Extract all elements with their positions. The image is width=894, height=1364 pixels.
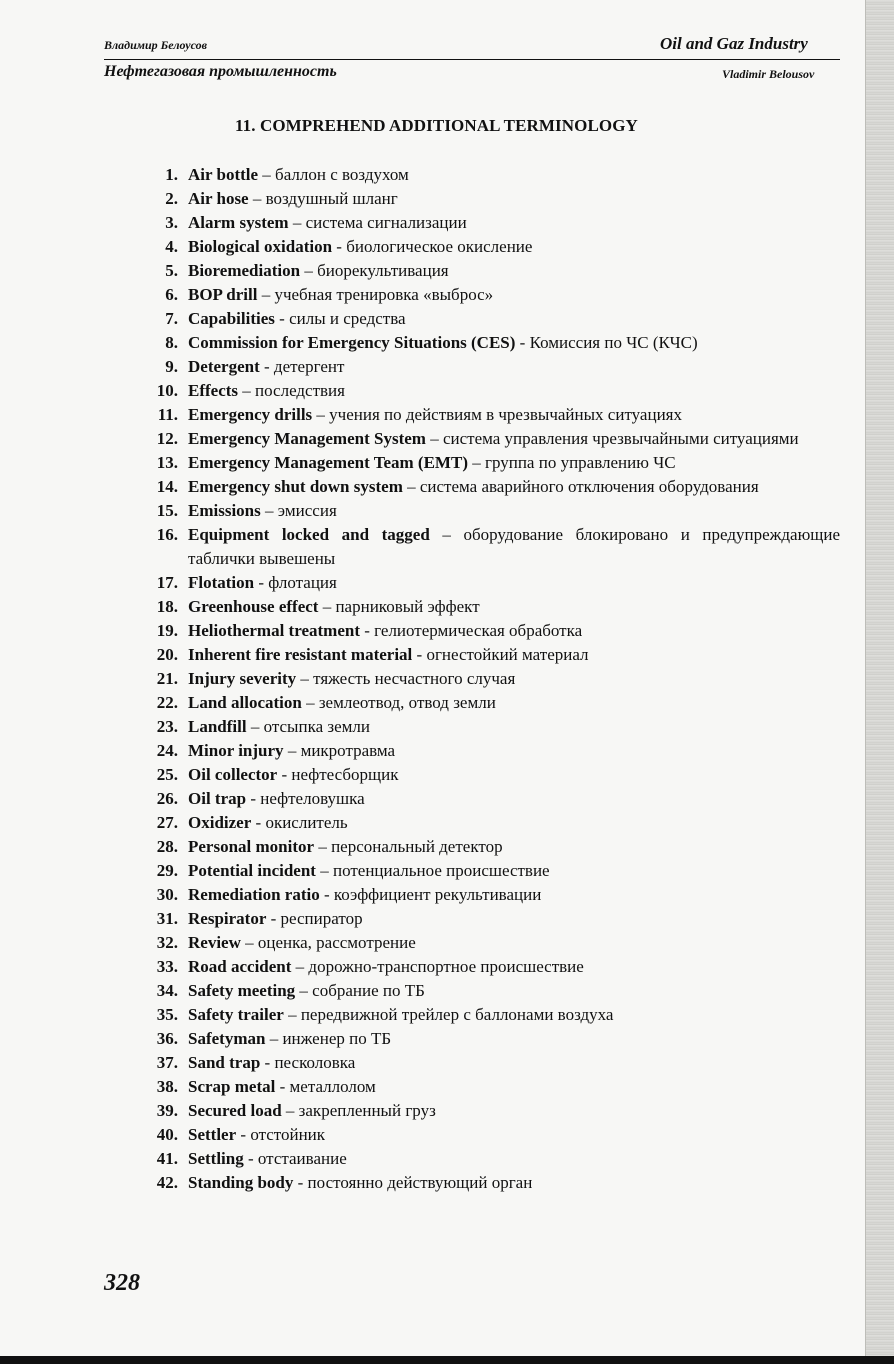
term-en: Review — [188, 933, 241, 952]
term-en: Land allocation — [188, 693, 302, 712]
list-item — [140, 163, 840, 187]
term-en: Minor injury — [188, 741, 284, 760]
item-number: 18. — [156, 597, 178, 616]
term-definition-ru: нефтеловушка — [260, 789, 365, 808]
list-item — [140, 931, 840, 955]
item-number: 29. — [156, 861, 178, 880]
term-separator: - — [412, 645, 427, 664]
item-body — [188, 427, 840, 451]
term-definition-ru: оценка, рассмотрение — [257, 933, 416, 952]
term-definition-ru: микротравма — [300, 741, 396, 760]
list-item — [140, 355, 840, 379]
term-separator: – — [283, 741, 301, 760]
term-separator: - — [260, 1053, 275, 1072]
list-item — [140, 955, 840, 979]
term-definition-ru: биологическое окисление — [346, 237, 533, 256]
list-item — [140, 883, 840, 907]
item-number: 14. — [156, 477, 178, 496]
item-number: 38. — [156, 1077, 178, 1096]
header-author-ru: Владимир Белоусов — [104, 38, 207, 52]
item-number: 40. — [156, 1125, 178, 1144]
list-item — [140, 787, 840, 811]
term-separator: - — [332, 237, 347, 256]
list-item — [140, 859, 840, 883]
list-item — [140, 1171, 840, 1195]
item-body — [188, 883, 840, 907]
term-separator: – — [291, 957, 309, 976]
list-item — [140, 187, 840, 211]
list-item — [140, 667, 840, 691]
item-number: 22. — [156, 693, 178, 712]
list-item — [140, 979, 840, 1003]
item-body — [188, 1075, 840, 1099]
item-number: 33. — [156, 957, 178, 976]
item-body — [188, 307, 840, 331]
item-body — [188, 619, 840, 643]
term-en: Standing body — [188, 1173, 294, 1192]
term-en: Emergency Management System — [188, 429, 426, 448]
item-number: 10. — [156, 381, 178, 400]
item-body — [188, 259, 840, 283]
term-en: Safety trailer — [188, 1005, 284, 1024]
item-number: 42. — [156, 1173, 178, 1192]
term-definition-ru: учебная тренировка «выброс» — [274, 285, 494, 304]
terminology-list — [140, 163, 840, 1195]
term-en: BOP drill — [188, 285, 258, 304]
term-separator: - — [254, 573, 269, 592]
term-definition-ru: отсыпка земли — [263, 717, 370, 736]
item-number: 11. — [157, 405, 178, 424]
item-body — [188, 499, 840, 523]
item-number: 13. — [156, 453, 178, 472]
term-en: Biological oxidation — [188, 237, 333, 256]
term-separator: – — [248, 189, 266, 208]
item-body — [188, 787, 840, 811]
term-en: Safetyman — [188, 1029, 266, 1048]
list-item — [140, 619, 840, 643]
term-en: Scrap metal — [188, 1077, 276, 1096]
term-separator: – — [429, 525, 464, 544]
item-body — [188, 667, 840, 691]
list-item — [140, 307, 840, 331]
term-separator: – — [295, 981, 313, 1000]
term-definition-ru: потенциальное происшествие — [332, 861, 550, 880]
term-separator: - — [259, 357, 274, 376]
item-number: 26. — [156, 789, 178, 808]
header-author-en: Vladimir Belousov — [722, 67, 815, 81]
term-en: Flotation — [188, 573, 255, 592]
item-number: 19. — [156, 621, 178, 640]
list-item — [140, 739, 840, 763]
list-item — [140, 259, 840, 283]
term-en: Settling — [188, 1149, 244, 1168]
term-separator: – — [300, 261, 318, 280]
item-body — [188, 907, 840, 931]
term-separator: – — [314, 837, 332, 856]
item-number: 9. — [165, 357, 178, 376]
term-separator: – — [296, 669, 314, 688]
item-body — [188, 931, 840, 955]
term-definition-ru: группа по управлению ЧС — [484, 453, 676, 472]
item-body — [188, 571, 840, 595]
list-item — [140, 403, 840, 427]
term-definition-ru: флотация — [268, 573, 337, 592]
term-separator: - — [274, 309, 290, 328]
term-en: Air hose — [188, 189, 249, 208]
term-en: Respirator — [188, 909, 267, 928]
item-body — [188, 763, 840, 787]
item-body — [188, 523, 840, 571]
list-item — [140, 427, 840, 451]
list-item — [140, 1051, 840, 1075]
item-body — [188, 235, 840, 259]
term-separator: - — [359, 621, 375, 640]
term-definition-ru: парниковый эффект — [335, 597, 480, 616]
term-separator: – — [260, 501, 278, 520]
item-number: 3. — [165, 213, 178, 232]
list-item — [140, 1099, 840, 1123]
term-definition-ru: передвижной трейлер с баллонами воздуха — [300, 1005, 614, 1024]
item-number: 20. — [156, 645, 178, 664]
list-item — [140, 595, 840, 619]
item-number: 12. — [156, 429, 178, 448]
term-en: Alarm system — [188, 213, 289, 232]
item-number: 31. — [156, 909, 178, 928]
term-en: Bioremediation — [188, 261, 301, 280]
term-separator: – — [258, 165, 276, 184]
list-item — [140, 691, 840, 715]
term-en: Sand trap — [188, 1053, 261, 1072]
list-item — [140, 811, 840, 835]
item-body — [188, 835, 840, 859]
header-rule — [104, 59, 840, 60]
term-definition-ru: баллон с воздухом — [275, 165, 409, 184]
term-en: Equipment locked and tagged — [188, 525, 430, 544]
term-separator: – — [257, 285, 275, 304]
term-en: Potential incident — [188, 861, 316, 880]
item-number: 24. — [156, 741, 178, 760]
list-item — [140, 1003, 840, 1027]
term-en: Emissions — [188, 501, 261, 520]
term-definition-ru: отстаивание — [257, 1149, 347, 1168]
list-item — [140, 907, 840, 931]
term-definition-ru: гелиотермическая обработка — [374, 621, 583, 640]
term-separator: – — [312, 405, 330, 424]
term-separator: – — [283, 1005, 301, 1024]
term-definition-ru: силы и средства — [289, 309, 406, 328]
term-definition-ru: огнестойкий материал — [426, 645, 589, 664]
term-definition-ru: отстойник — [250, 1125, 326, 1144]
page-number: 328 — [104, 1270, 140, 1296]
term-definition-ru: тяжесть несчастного случая — [313, 669, 516, 688]
term-definition-ru: металлолом — [289, 1077, 376, 1096]
term-en: Oxidizer — [188, 813, 252, 832]
list-item — [140, 1027, 840, 1051]
item-body — [188, 211, 840, 235]
term-en: Commission for Emergency Situations (CES) — [188, 333, 516, 352]
term-definition-ru: оборудование блокировано и предупреждающие таблички вывешены — [188, 525, 841, 568]
term-separator: - — [293, 1173, 308, 1192]
term-definition-ru: биорекультивация — [317, 261, 449, 280]
item-number: 2. — [165, 189, 178, 208]
term-en: Remediation ratio — [188, 885, 320, 904]
term-separator: – — [402, 477, 420, 496]
term-definition-ru: собрание по ТБ — [312, 981, 425, 1000]
term-definition-ru: окислитель — [265, 813, 348, 832]
term-separator: - — [319, 885, 334, 904]
header-book-title-en: Oil and Gaz Industry — [660, 34, 808, 53]
term-separator: – — [281, 1101, 299, 1120]
item-body — [188, 163, 840, 187]
item-body — [188, 1147, 840, 1171]
term-definition-ru: учения по действиям в чрезвычайных ситуациях — [329, 405, 682, 424]
term-separator: - — [277, 765, 292, 784]
item-body — [188, 1171, 840, 1195]
header-book-title-ru: Нефтегазовая промышленность — [104, 63, 337, 80]
item-body — [188, 1027, 840, 1051]
term-definition-ru: коэффициент рекультивации — [333, 885, 542, 904]
term-definition-ru: система сигнализации — [305, 213, 467, 232]
item-number: 6. — [165, 285, 178, 304]
item-number: 32. — [156, 933, 178, 952]
list-item — [140, 1147, 840, 1171]
term-separator: - — [251, 813, 266, 832]
term-definition-ru: Комиссия по ЧС (КЧС) — [529, 333, 698, 352]
term-definition-ru: нефтесборщик — [291, 765, 399, 784]
item-number: 7. — [165, 309, 178, 328]
list-item — [140, 1075, 840, 1099]
term-en: Capabilities — [188, 309, 275, 328]
list-item — [140, 379, 840, 403]
list-item — [140, 835, 840, 859]
item-number: 15. — [156, 501, 178, 520]
term-separator: – — [288, 213, 306, 232]
term-separator: – — [318, 597, 336, 616]
item-body — [188, 1003, 840, 1027]
term-en: Emergency drills — [188, 405, 313, 424]
term-en: Oil collector — [188, 765, 278, 784]
term-separator: – — [301, 693, 319, 712]
item-body — [188, 955, 840, 979]
list-item — [140, 763, 840, 787]
item-body — [188, 811, 840, 835]
term-definition-ru: воздушный шланг — [265, 189, 398, 208]
item-body — [188, 283, 840, 307]
item-body — [188, 691, 840, 715]
term-separator: - — [275, 1077, 290, 1096]
term-definition-ru: персональный детектор — [331, 837, 503, 856]
item-number: 28. — [156, 837, 178, 856]
item-number: 17. — [156, 573, 178, 592]
term-en: Personal monitor — [188, 837, 315, 856]
term-en: Road accident — [188, 957, 292, 976]
item-number: 37. — [156, 1053, 178, 1072]
item-body — [188, 859, 840, 883]
item-body — [188, 451, 840, 475]
term-separator: – — [467, 453, 485, 472]
term-separator: - — [515, 333, 530, 352]
term-separator: – — [425, 429, 443, 448]
term-separator: - — [236, 1125, 251, 1144]
list-item — [140, 523, 840, 571]
term-separator: - — [243, 1149, 258, 1168]
item-number: 36. — [156, 1029, 178, 1048]
item-number: 1. — [165, 165, 178, 184]
term-en: Inherent fire resistant material — [188, 645, 413, 664]
item-number: 5. — [165, 261, 178, 280]
item-body — [188, 187, 840, 211]
scan-bottom-edge — [0, 1356, 894, 1364]
item-body — [188, 739, 840, 763]
item-body — [188, 331, 840, 355]
item-body — [188, 979, 840, 1003]
list-item — [140, 211, 840, 235]
item-body — [188, 355, 840, 379]
term-definition-ru: респиратор — [280, 909, 363, 928]
item-number: 8. — [165, 333, 178, 352]
term-definition-ru: система управления чрезвычайными ситуациями — [442, 429, 799, 448]
term-definition-ru: закрепленный груз — [298, 1101, 436, 1120]
term-definition-ru: постоянно действующий орган — [307, 1173, 533, 1192]
term-definition-ru: инженер по ТБ — [282, 1029, 392, 1048]
term-separator: – — [265, 1029, 283, 1048]
item-body — [188, 1099, 840, 1123]
page-edge — [865, 0, 894, 1364]
item-body — [188, 715, 840, 739]
term-definition-ru: эмиссия — [277, 501, 337, 520]
term-separator: - — [266, 909, 281, 928]
term-separator: - — [246, 789, 261, 808]
term-en: Injury severity — [188, 669, 297, 688]
item-body — [188, 403, 840, 427]
item-body — [188, 1051, 840, 1075]
term-en: Detergent — [188, 357, 260, 376]
term-separator: – — [315, 861, 333, 880]
term-en: Settler — [188, 1125, 237, 1144]
list-item — [140, 643, 840, 667]
item-number: 34. — [156, 981, 178, 1000]
term-en: Landfill — [188, 717, 247, 736]
term-en: Heliothermal treatment — [188, 621, 360, 640]
item-body — [188, 475, 840, 499]
term-definition-ru: последствия — [255, 381, 345, 400]
list-item — [140, 1123, 840, 1147]
term-en: Oil trap — [188, 789, 247, 808]
item-number: 25. — [156, 765, 178, 784]
term-definition-ru: дорожно-транспортное происшествие — [308, 957, 584, 976]
item-number: 27. — [156, 813, 178, 832]
list-item — [140, 571, 840, 595]
item-number: 41. — [156, 1149, 178, 1168]
term-en: Emergency shut down system — [188, 477, 403, 496]
list-item — [140, 283, 840, 307]
list-item — [140, 331, 840, 355]
term-definition-ru: песколовка — [274, 1053, 356, 1072]
item-number: 35. — [156, 1005, 178, 1024]
item-body — [188, 1123, 840, 1147]
list-item — [140, 235, 840, 259]
term-en: Emergency Management Team (EMT) — [188, 453, 468, 472]
term-en: Air bottle — [188, 165, 259, 184]
list-item — [140, 451, 840, 475]
list-item — [140, 475, 840, 499]
term-en: Safety meeting — [188, 981, 296, 1000]
item-number: 39. — [156, 1101, 178, 1120]
list-item — [140, 715, 840, 739]
term-definition-ru: детергент — [273, 357, 345, 376]
term-definition-ru: система аварийного отключения оборудования — [419, 477, 759, 496]
section-title: 11. COMPREHEND ADDITIONAL TERMINOLOGY — [235, 116, 638, 135]
item-number: 30. — [156, 885, 178, 904]
item-body — [188, 595, 840, 619]
term-en: Effects — [188, 381, 239, 400]
term-separator: – — [238, 381, 256, 400]
term-en: Secured load — [188, 1101, 282, 1120]
item-number: 21. — [156, 669, 178, 688]
item-number: 4. — [165, 237, 178, 256]
term-separator: – — [240, 933, 258, 952]
list-item — [140, 499, 840, 523]
item-body — [188, 643, 840, 667]
item-number: 16. — [156, 525, 178, 544]
term-separator: – — [246, 717, 264, 736]
item-number: 23. — [156, 717, 178, 736]
item-body — [188, 379, 840, 403]
term-en: Greenhouse effect — [188, 597, 319, 616]
term-definition-ru: землеотвод, отвод земли — [318, 693, 496, 712]
